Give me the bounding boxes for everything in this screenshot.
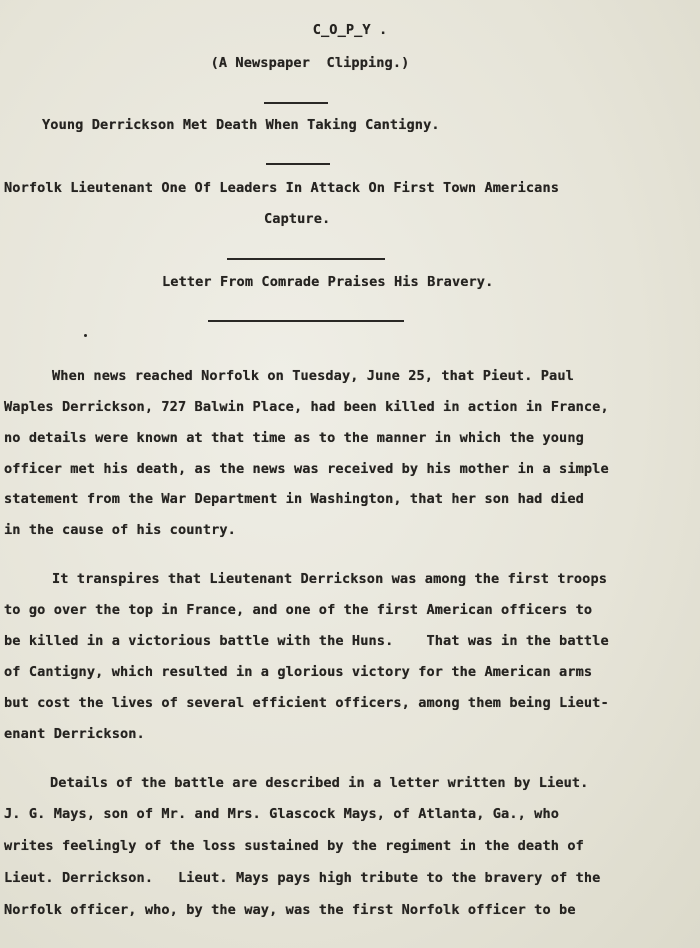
paragraph-1-line-1: When news reached Norfolk on Tuesday, June 25, that Pieut. Paul: [52, 368, 574, 384]
headline-3: Letter From Comrade Praises His Bravery.: [162, 274, 494, 290]
paragraph-2-line-4: of Cantigny, which resulted in a glorious victory for the American arms: [4, 664, 593, 680]
paragraph-2-line-2: to go over the top in France, and one of the first American officers to: [4, 602, 593, 618]
clipping-subheading: (A Newspaper Clipping.): [210, 55, 410, 71]
paragraph-2-line-3: be killed in a victorious battle with the Huns. That was in the battle: [4, 633, 609, 649]
paragraph-3-line-4: Lieut. Derrickson. Lieut. Mays pays high tribute to the bravery of the: [4, 870, 601, 886]
separator-rule-3: [227, 258, 385, 260]
paragraph-1-line-6: in the cause of his country.: [4, 522, 236, 538]
separator-rule-4: [208, 320, 404, 322]
headline-2-line-1: Norfolk Lieutenant One Of Leaders In Attack On First Town Americans: [4, 180, 560, 196]
paragraph-1-line-5: statement from the War Department in Washington, that her son had died: [4, 491, 584, 507]
paragraph-2-line-5: but cost the lives of several efficient officers, among them being Lieut-: [4, 695, 609, 711]
paragraph-3-line-2: J. G. Mays, son of Mr. and Mrs. Glascock Mays, of Atlanta, Ga., who: [4, 806, 560, 822]
paragraph-3-line-3: writes feelingly of the loss sustained by the regiment in the death of: [4, 838, 584, 854]
headline-2-line-2: Capture.: [264, 211, 331, 227]
paragraph-1-line-2: Waples Derrickson, 727 Balwin Place, had been killed in action in France,: [4, 399, 609, 415]
paragraph-1-line-3: no details were known at that time as to the manner in which the young: [4, 430, 584, 446]
paragraph-2-line-1: It transpires that Lieutenant Derrickson was among the first troops: [52, 571, 608, 587]
separator-rule-2: [266, 163, 330, 165]
copy-heading: C_O_P_Y .: [312, 22, 388, 38]
separator-rule-1: [264, 102, 328, 104]
paragraph-3-line-5: Norfolk officer, who, by the way, was the first Norfolk officer to be: [4, 902, 576, 918]
paragraph-2-line-6: enant Derrickson.: [4, 726, 145, 742]
paragraph-1-line-4: officer met his death, as the news was received by his mother in a simple: [4, 461, 609, 477]
headline-1: Young Derrickson Met Death When Taking Cantigny.: [42, 117, 440, 133]
paragraph-3-line-1: Details of the battle are described in a letter written by Lieut.: [50, 775, 589, 791]
ink-speck: [84, 334, 87, 337]
